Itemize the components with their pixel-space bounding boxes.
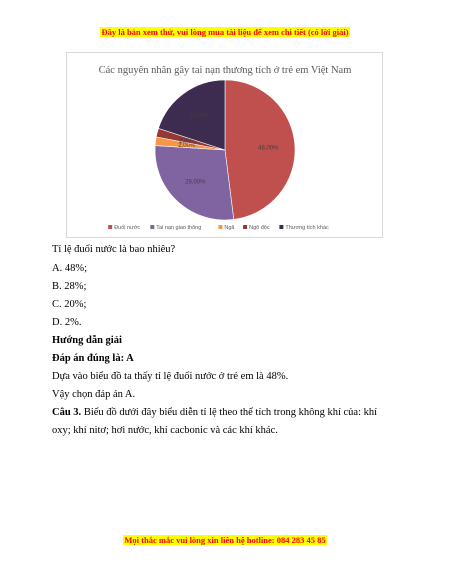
legend-swatch-0 — [108, 225, 112, 229]
legend-label-0: Đuối nước — [114, 225, 141, 231]
solution-heading: Hướng dẫn giải — [52, 335, 122, 346]
legend-label-1: Tai nạn giao thông — [156, 225, 202, 231]
answer-line: Đáp án đúng là: A — [52, 353, 134, 364]
pie-data-label-3: 2,00% — [179, 138, 197, 145]
option-a: A. 48%; — [52, 263, 87, 274]
pie-chart — [66, 52, 383, 238]
next-question-label: Câu 3. — [52, 407, 82, 418]
legend-swatch-2 — [218, 225, 222, 229]
preview-banner — [0, 27, 450, 37]
option-d: D. 2%. — [52, 317, 82, 328]
pie-data-label-2: 2,00% — [178, 143, 196, 150]
preview-banner-text: Đây là bản xem thử, vui lòng mua tài liệu để xem chi tiết (có lời giải) — [101, 27, 349, 37]
explanation-line: Dựa vào biểu đồ ta thấy tỉ lệ đuối nước ở trẻ em là 48%. — [52, 371, 289, 382]
chart-title: Các nguyên nhân gây tai nạn thương tích ở trẻ em Việt Nam — [98, 65, 352, 76]
hotline-banner — [0, 535, 450, 545]
pie-data-label-0: 48,00% — [258, 145, 279, 152]
pie-data-label-4: 20,00% — [189, 112, 210, 119]
pie-chart-canvas — [67, 53, 384, 239]
conclusion-line: Vậy chọn đáp án A. — [52, 389, 136, 400]
hotline-banner-text: Mọi thắc mắc vui lòng xin liên hệ hotline: 084 283 45 85 — [124, 535, 326, 545]
option-b: B. 28%; — [52, 281, 87, 292]
legend-swatch-1 — [150, 225, 154, 229]
legend-label-2: Ngã — [224, 225, 235, 231]
question-prompt: Tỉ lệ đuối nước là bao nhiêu? — [52, 244, 176, 255]
next-question-line-1 — [52, 406, 377, 420]
legend-swatch-4 — [279, 225, 283, 229]
legend-swatch-3 — [243, 225, 247, 229]
option-c: C. 20%; — [52, 299, 87, 310]
pie-data-label-1: 28,00% — [185, 179, 206, 186]
next-question-text-1: Biểu đồ dưới đây biểu diễn tỉ lệ theo thể tích trong không khí của: khí — [81, 407, 378, 418]
legend-label-4: Thương tích khác — [285, 225, 329, 231]
legend-label-3: Ngộ độc — [249, 225, 270, 231]
next-question-line-2: oxy; khí nitơ; hơi nước, khí cacbonic và các khí khác. — [52, 425, 278, 436]
